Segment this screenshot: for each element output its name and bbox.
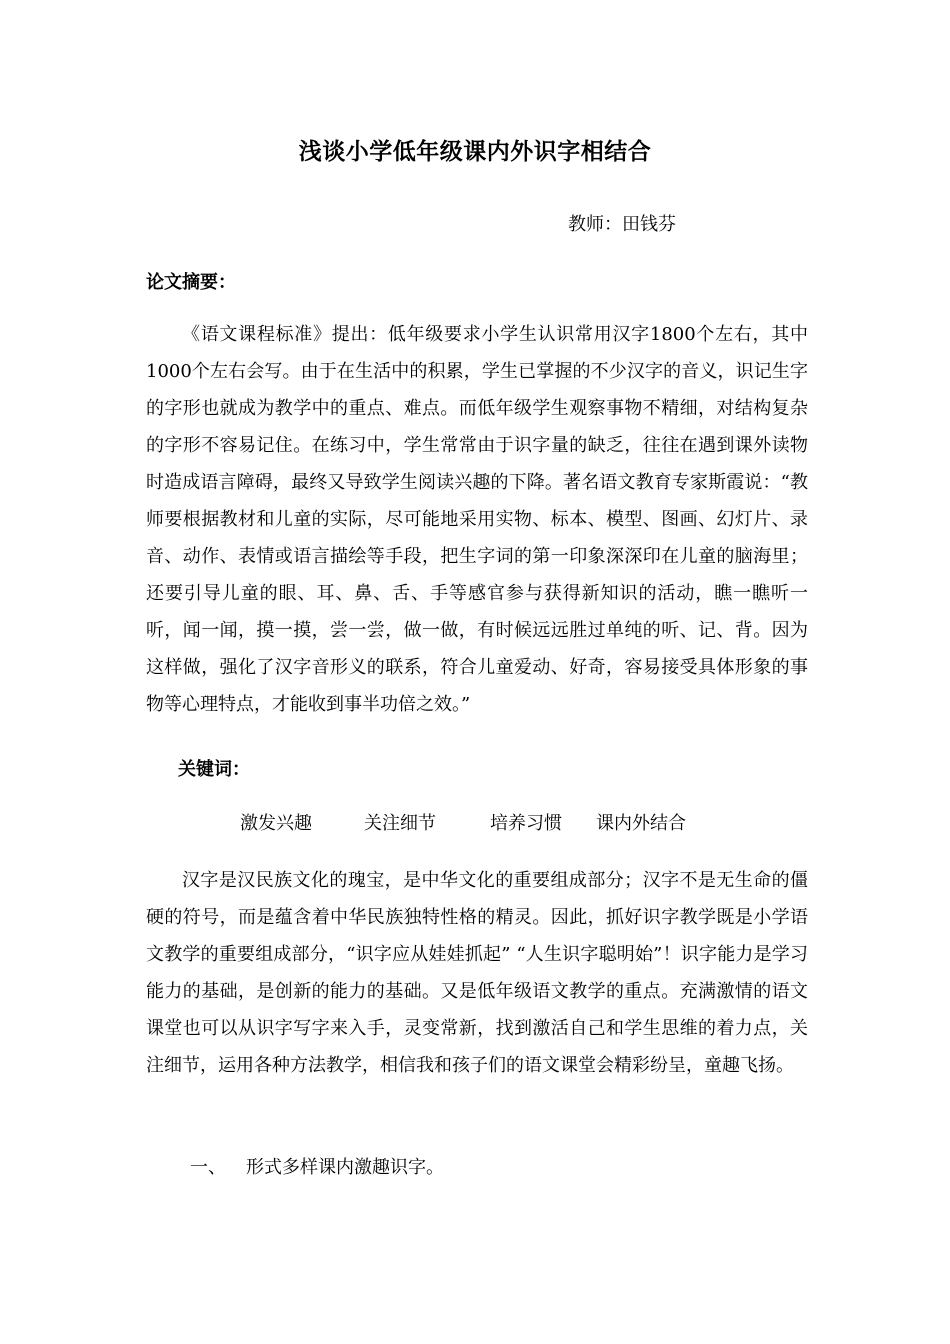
keyword-item: 激发兴趣 (240, 813, 312, 834)
document-title: 浅谈小学低年级课内外识字相结合 (298, 139, 652, 165)
abstract-label: 论文摘要： (146, 272, 236, 293)
keywords-label: 关键词： (178, 759, 250, 780)
intro-paragraph: 汉字是汉民族文化的瑰宝，是中华文化的重要组成部分；汉字不是无生命的僵硬的符号，而是蕴含着中华民族独特性格的精灵。因此，抓好识字教学既是小学语文教学的重要组成部分，“识字应从娃娃抓起” “人生识字聪明始”！识字能力是学习能力的基础，是创新的能力的基础。又是低年级语文教学的重点。充满激情的语文课堂也可以从识字写字来入手，灵变常新，找到激活自己和学生思维的着力点，关注细节，运用各种方法教学，相信我和孩子们的语文课堂会精彩纷呈，童趣飞扬。 (146, 870, 808, 1076)
section-number: 一、 (190, 1157, 226, 1178)
author-line: 教师：田钱芬 (568, 214, 676, 235)
keyword-item: 课内外结合 (596, 813, 686, 834)
keyword-item: 培养习惯 (490, 813, 562, 834)
abstract-paragraph: 《语文课程标准》提出：低年级要求小学生认识常用汉字1800个左右，其中1000个左右会写。由于在生活中的积累，学生已掌握的不少汉字的音义，识记生字的字形也就成为教学中的重点、难点。而低年级学生观察事物不精细，对结构复杂的字形不容易记住。在练习中，学生常常由于识字量的缺乏，往往在遇到课外读物时造成语言障碍，最终又导致学生阅读兴趣的下降。著名语文教育专家斯霞说：“教师要根据教材和儿童的实际，尽可能地采用实物、标本、模型、图画、幻灯片、录音、动作、表情或语言描绘等手段，把生字词的第一印象深深印在儿童的脑海里；还要引导儿童的眼、耳、鼻、舌、手等感官参与获得新知识的活动，瞧一瞧听一听，闻一闻，摸一摸，尝一尝，做一做，有时候远远胜过单纯的听、记、背。因为这样做，强化了汉字音形义的联系，符合儿童爱动、好奇，容易接受具体形象的事物等心理特点，才能收到事半功倍之效。” (146, 324, 808, 715)
section-heading-one (190, 1153, 444, 1179)
keyword-item: 关注细节 (364, 813, 436, 834)
section-title: 形式多样课内激趣识字。 (246, 1157, 444, 1178)
